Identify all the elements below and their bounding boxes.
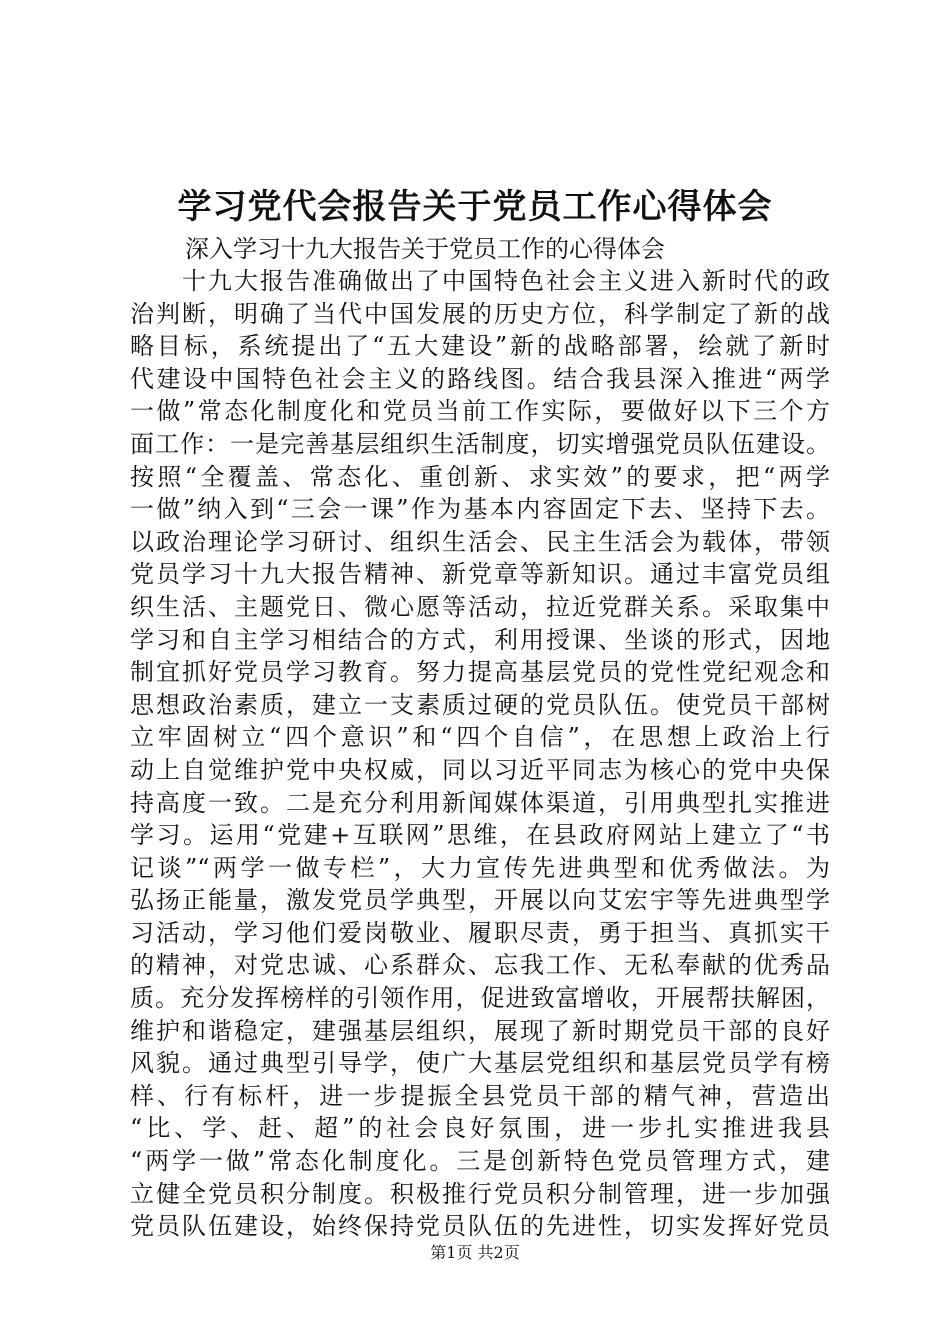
body-line: 以政治理论学习研讨、组织生活会、民主生活会为载体，带领 <box>130 527 830 556</box>
body-line: 织生活、主题党日、微心愿等活动，拉近党群关系。采取集中 <box>130 592 830 621</box>
body-line: 党员队伍建设，始终保持党员队伍的先进性，切实发挥好党员 <box>130 1212 830 1241</box>
body-line: 维护和谐稳定，建强基层组织，展现了新时期党员干部的良好 <box>130 1016 830 1045</box>
body-line: 代建设中国特色社会主义的路线图。结合我县深入推进“两学 <box>130 364 830 393</box>
body-line: 记谈”“两学一做专栏”，大力宣传先进典型和优秀做法。为 <box>130 853 830 882</box>
body-line: 制宜抓好党员学习教育。努力提高基层党员的党性党纪观念和 <box>130 658 830 687</box>
body-line: “两学一做”常态化制度化。三是创新特色党员管理方式，建 <box>130 1147 830 1176</box>
body-line: 立牢固树立“四个意识”和“四个自信”，在思想上政治上行 <box>130 723 830 752</box>
body-line: 样、行有标杆，进一步提振全县党员干部的精气神，营造出 <box>130 1081 830 1110</box>
body-line: 按照“全覆盖、常态化、重创新、求实效”的要求，把“两学 <box>130 462 830 491</box>
body-line: 学习。运用“党建+互联网”思维，在县政府网站上建立了“书 <box>130 821 830 850</box>
body-line: 一做”常态化制度化和党员当前工作实际，要做好以下三个方 <box>130 397 830 426</box>
body-line: 党员学习十九大报告精神、新党章等新知识。通过丰富党员组 <box>130 560 830 589</box>
document-subtitle: 深入学习十九大报告关于党员工作的心得体会 <box>185 235 665 263</box>
body-line: 质。充分发挥榜样的引领作用，促进致富增收，开展帮扶解困， <box>130 984 830 1013</box>
body-line: 十九大报告准确做出了中国特色社会主义进入新时代的政 <box>182 267 830 295</box>
body-line: 风貌。通过典型引导学，使广大基层党组织和基层党员学有榜 <box>130 1049 830 1078</box>
body-line: 习活动，学习他们爱岗敬业、履职尽责，勇于担当、真抓实干 <box>130 918 830 947</box>
body-line: 学习和自主学习相结合的方式，利用授课、坐谈的形式，因地 <box>130 625 830 654</box>
body-line: 一做”纳入到“三会一课”作为基本内容固定下去、坚持下去。 <box>130 495 830 524</box>
body-line: 动上自觉维护党中央权威，同以习近平同志为核心的党中央保 <box>130 755 830 784</box>
body-line: 思想政治素质，建立一支素质过硬的党员队伍。使党员干部树 <box>130 690 830 719</box>
body-line: 面工作：一是完善基层组织生活制度，切实增强党员队伍建设。 <box>130 429 830 458</box>
body-line: 的精神，对党忠诚、心系群众、忘我工作、无私奉献的优秀品 <box>130 951 830 980</box>
body-line: 持高度一致。二是充分利用新闻媒体渠道，引用典型扎实推进 <box>130 788 830 817</box>
body-line: “比、学、赶、超”的社会良好氛围，进一步扎实推进我县 <box>130 1114 830 1143</box>
body-line: 略目标，系统提出了“五大建设”新的战略部署，绘就了新时 <box>130 332 830 361</box>
page-footer: 第1页 共2页 <box>430 1243 520 1262</box>
body-line: 治判断，明确了当代中国发展的历史方位，科学制定了新的战 <box>130 299 830 328</box>
document-body <box>130 265 830 1243</box>
body-line: 立健全党员积分制度。积极推行党员积分制管理，进一步加强 <box>130 1179 830 1208</box>
document-title: 学习党代会报告关于党员工作心得体会 <box>177 187 773 227</box>
body-line: 弘扬正能量，激发党员学典型，开展以向艾宏宇等先进典型学 <box>130 886 830 915</box>
